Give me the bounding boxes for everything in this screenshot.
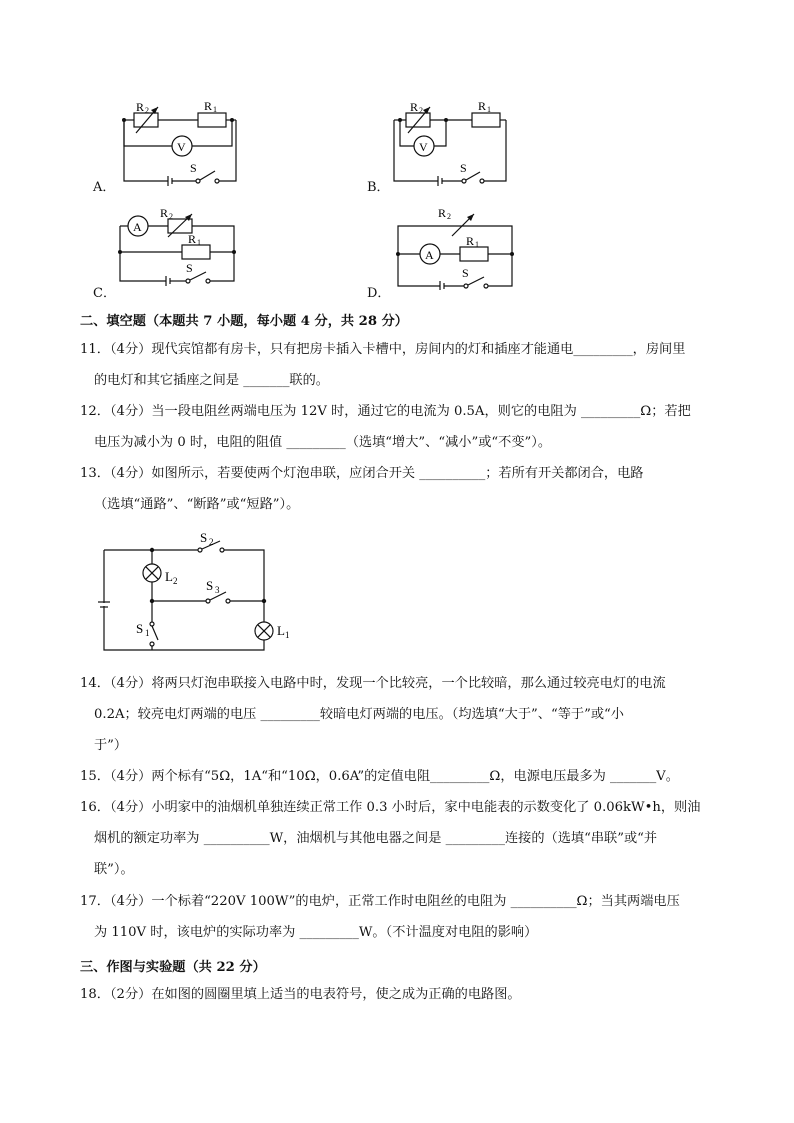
option-a-label: A． [93,180,116,195]
switch-label: S [190,161,197,175]
section-heading-fill-in: 二、填空题（本题共 7 小题，每小题 4 分，共 28 分） [80,314,408,329]
r2-label: R [438,206,447,220]
switch-label: S [186,261,193,275]
r1-subscript: 1 [197,238,201,247]
section-heading-drawing-experiment: 三、作图与实验题（共 22 分） [80,960,266,975]
r2-label: R [160,206,169,220]
r2-subscript: 2 [145,106,149,115]
question-13 [80,458,720,520]
option-b-label: B． [367,180,390,195]
question-11-line-1: 11．（4分）现代宾馆都有房卡，只有把房卡插入卡槽中，房间内的灯和插座才能通电_________，房间里 [80,342,686,357]
question-17 [80,886,720,948]
circuit-diagram-a [118,98,244,188]
l2-label: L [165,569,173,584]
question-16 [80,792,720,885]
r1-label: R [204,99,213,113]
r2-subscript: 2 [447,212,451,221]
question-16-line-1: 16．（4分）小明家中的油烟机单独连续正常工作 0.3 小时后，家中电能表的示数变化了 0.06kW•h，则油 [80,800,701,815]
question-14 [80,668,720,761]
s1-subscript: 1 [145,628,150,638]
option-d-label: D． [367,286,391,301]
circuit-diagram-c [112,204,244,290]
question-13-line-2: （选填“通路”、“断路”或“短路”）。 [94,497,300,512]
question-12-line-2: 电压为减小为 0 时，电阻的阻值 _________（选填“增大”、“减小”或“不变”）。 [94,435,552,450]
switch-label: S [460,161,467,175]
r1-label: R [466,234,475,248]
s2-subscript: 2 [209,537,214,547]
r1-label: R [478,99,487,113]
l1-subscript: 1 [285,630,290,640]
r2-label: R [410,100,419,114]
question-15 [80,761,720,792]
l2-subscript: 2 [173,576,178,586]
s1-label: S [136,621,144,636]
r1-label: R [188,232,197,246]
question-11-line-2: 的电灯和其它插座之间是 _______联的。 [94,373,329,388]
l1-label: L [277,623,285,638]
question-13-line-1: 13．（4分）如图所示，若要使两个灯泡串联，应闭合开关 __________；若所有开关都闭合，电路 [80,466,644,481]
question-12-line-1: 12．（4分）当一段电阻丝两端电压为 12V 时，通过它的电流为 0.5A，则它的电阻为 _________Ω；若把 [80,404,691,419]
question-12 [80,396,720,458]
question-15-line-1: 15．（4分）两个标有“5Ω，1A“和“10Ω，0.6A”的定值电阻_________Ω，电源电压最多为 _______V。 [80,769,679,784]
question-17-line-1: 17．（4分）一个标着“220V 100W”的电炉，正常工作时电阻丝的电阻为 __________Ω；当其两端电压 [80,894,680,909]
s3-subscript: 3 [215,585,220,595]
r2-label: R [136,100,145,114]
voltmeter-symbol: V [419,140,428,154]
question-11 [80,334,720,396]
question-18 [80,979,720,1010]
circuit-diagram-d [390,204,520,290]
r2-subscript: 2 [419,106,423,115]
circuit-diagram-b [388,98,514,188]
r1-subscript: 1 [213,105,217,114]
question-16-line-2: 烟机的额定功率为 __________W，油烟机与其他电器之间是 _________连接的（选填“串联”或“并 [94,831,658,846]
voltmeter-symbol: V [177,140,186,154]
question-14-line-1: 14．（4分）将两只灯泡串联接入电路中时，发现一个比较亮，一个比较暗，那么通过较亮电灯的电流 [80,676,666,691]
r1-subscript: 1 [475,240,479,249]
question-13-circuit-diagram [96,528,306,656]
s3-label: S [206,578,214,593]
question-16-line-3: 联”）。 [94,862,134,877]
r2-subscript: 2 [169,212,173,221]
ammeter-symbol: A [425,248,434,262]
question-17-line-2: 为 110V 时，该电炉的实际功率为 _________W。（不计温度对电阻的影响） [94,925,538,940]
question-18-line-1: 18．（2分）在如图的圆圈里填上适当的电表符号，使之成为正确的电路图。 [80,987,521,1002]
question-14-line-3: 于”） [94,738,128,753]
r1-subscript: 1 [487,105,491,114]
ammeter-symbol: A [133,220,142,234]
switch-label: S [462,266,469,280]
s2-label: S [200,530,208,545]
option-c-label: C． [93,286,116,301]
question-14-line-2: 0.2A；较亮电灯两端的电压 _________较暗电灯两端的电压。（均选填“大于”、“等于”或“小 [94,707,624,722]
